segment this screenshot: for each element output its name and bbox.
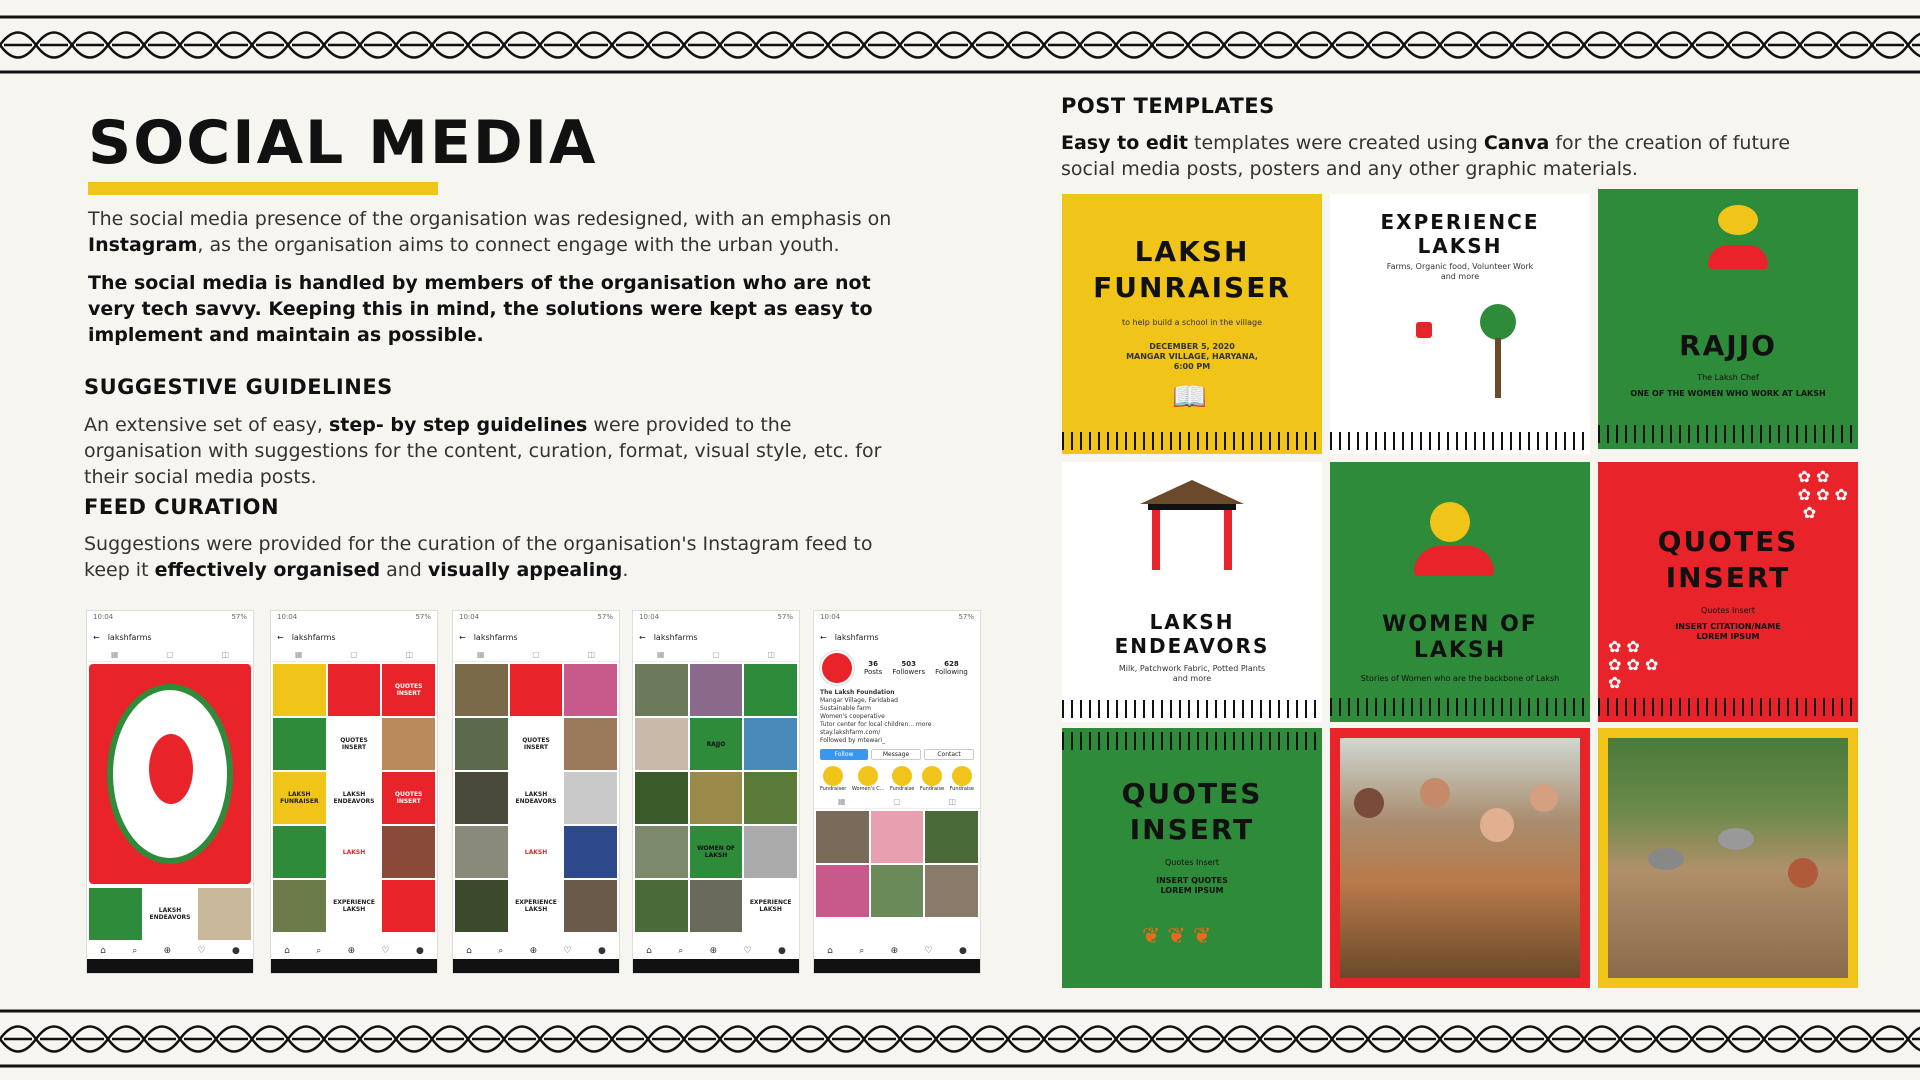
profile-icon[interactable]: ● — [415, 946, 424, 956]
template-experience[interactable]: EXPERIENCE LAKSH Farms, Organic food, Volunteer Work and more — [1330, 194, 1590, 454]
leaf-motif — [1872, 1027, 1908, 1052]
tagged-icon[interactable]: ◫ — [405, 649, 414, 659]
leaf-motif — [0, 1027, 36, 1052]
leaf-motif — [1800, 1027, 1836, 1052]
leaf-motif — [1908, 33, 1920, 58]
home-icon[interactable]: ⌂ — [100, 946, 106, 956]
leaf-motif — [1440, 33, 1476, 58]
tagged-icon[interactable]: ◫ — [221, 649, 230, 659]
template-fundraiser[interactable]: LAKSH FUNRAISER to help build a school in the village DECEMBER 5, 2020 MANGAR VILLAGE, HARYANA, 6:00 PM 📖 — [1062, 194, 1322, 454]
leaf-motif — [972, 1027, 1008, 1052]
reels-icon[interactable]: ▢ — [712, 649, 720, 659]
leaf-motif — [144, 1027, 180, 1052]
leaf-motif — [540, 33, 576, 58]
leaf-motif — [252, 33, 288, 58]
template-rajjo[interactable]: RAJJO The Laksh Chef ONE OF THE WOMEN WHO WORK AT LAKSH — [1598, 189, 1858, 449]
highlight-1[interactable]: Fundraiser — [820, 766, 846, 792]
leaf-motif — [1188, 1027, 1224, 1052]
leaf-motif — [1008, 33, 1044, 58]
leaf-motif — [1368, 1027, 1404, 1052]
grid-icon[interactable]: ▦ — [837, 796, 846, 806]
leaf-motif — [1080, 1027, 1116, 1052]
leaf-motif — [792, 1027, 828, 1052]
leaf-motif — [1584, 33, 1620, 58]
leaf-motif — [648, 33, 684, 58]
leaf-motif — [1296, 33, 1332, 58]
leaf-motif — [468, 33, 504, 58]
leaf-motif — [1512, 33, 1548, 58]
profile-avatar[interactable] — [820, 651, 854, 685]
template-quotes-red[interactable]: ✿ ✿ ✿ ✿ ✿ ✿ ✿ ✿ ✿ ✿ ✿ ✿ QUOTES INSERT Quotes Insert INSERT CITATION/NAME LOREM IPSUM — [1598, 462, 1858, 722]
add-icon[interactable]: ⊕ — [709, 946, 718, 956]
leaf-motif — [1044, 33, 1080, 58]
leaf-motif — [1332, 33, 1368, 58]
reels-icon[interactable]: ▢ — [532, 649, 540, 659]
group-photo — [1340, 738, 1580, 978]
search-icon[interactable]: ⌕ — [316, 946, 322, 956]
template-photo-yellow-frame[interactable] — [1598, 728, 1858, 988]
leaf-motif — [1764, 1027, 1800, 1052]
leaf-motif — [576, 33, 612, 58]
leaf-motif — [1692, 33, 1728, 58]
templates-description: Easy to edit templates were created using Canva for the creation of future social media posts, posters and any other graphic materials. — [1061, 132, 1791, 180]
back-arrow-icon[interactable]: ← — [820, 632, 827, 642]
leaf-motif — [1116, 33, 1152, 58]
leaf-motif — [540, 1027, 576, 1052]
leaf-motif — [396, 33, 432, 58]
leaf-motif — [360, 33, 396, 58]
leaf-motif — [1188, 33, 1224, 58]
grid-icon[interactable]: ▦ — [110, 649, 119, 659]
template-women-of-laksh[interactable]: WOMEN OF LAKSH Stories of Women who are the backbone of Laksh — [1330, 462, 1590, 722]
leaf-motif — [1656, 33, 1692, 58]
leaf-motif — [612, 1027, 648, 1052]
leaf-motif — [108, 33, 144, 58]
leaf-motif — [72, 1027, 108, 1052]
guidelines-paragraph: An extensive set of easy, step- by step guidelines were provided to the organisation with suggestions for the content, curation, format, visual style, etc. for their social media posts. — [84, 414, 882, 488]
top-decorative-border — [0, 14, 1920, 76]
leaf-motif — [1152, 33, 1188, 58]
leaf-motif — [216, 1027, 252, 1052]
add-icon[interactable]: ⊕ — [529, 946, 538, 956]
leaf-motif — [756, 33, 792, 58]
leaf-motif — [1368, 33, 1404, 58]
leaf-motif — [576, 1027, 612, 1052]
intro-paragraph-1: The social media presence of the organisation was redesigned, with an emphasis on Instagram, as the organisation aims to connect engage with the urban youth. — [88, 208, 892, 256]
leaf-motif — [144, 33, 180, 58]
search-icon[interactable]: ⌕ — [678, 946, 684, 956]
leaf-motif — [1404, 33, 1440, 58]
phone-mockup-4: 10:04 57% ← lakshfarms ▦ ▢ ◫ RAJJO WOMEN OF LAKSH EXPERIENCE LAKSH ⌂ ⌕ ⊕ ♡ ● — [632, 610, 800, 974]
leaf-motif — [288, 33, 324, 58]
profile-icon[interactable]: ● — [958, 946, 967, 956]
leaf-motif — [864, 33, 900, 58]
leaf-motif — [828, 33, 864, 58]
leaf-motif — [1008, 1027, 1044, 1052]
bottom-decorative-border — [0, 1008, 1920, 1070]
feed-paragraph: Suggestions were provided for the curation of the organisation's Instagram feed to keep it effectively organised and visually appealing. — [84, 533, 873, 581]
reels-icon[interactable]: ▢ — [893, 796, 901, 806]
leaf-motif — [108, 1027, 144, 1052]
heart-icon[interactable]: ♡ — [197, 946, 206, 956]
leaf-motif — [504, 1027, 540, 1052]
leaf-motif — [972, 33, 1008, 58]
profile-icon[interactable]: ● — [597, 946, 606, 956]
search-icon[interactable]: ⌕ — [132, 946, 138, 956]
leaf-motif — [1620, 33, 1656, 58]
leaf-motif — [1584, 1027, 1620, 1052]
title-underline — [88, 182, 438, 195]
tagged-icon[interactable]: ◫ — [948, 796, 957, 806]
leaf-motif — [1224, 1027, 1260, 1052]
leaf-motif — [1476, 33, 1512, 58]
templates-heading: POST TEMPLATES — [1061, 94, 1275, 118]
home-icon[interactable]: ⌂ — [466, 946, 472, 956]
leaf-motif — [432, 33, 468, 58]
butterfly-icons: ❦ ❦ ❦ — [1142, 924, 1212, 949]
leaf-motif — [432, 1027, 468, 1052]
leaf-motif — [756, 1027, 792, 1052]
profile-icon[interactable]: ● — [231, 946, 240, 956]
grid-icon[interactable]: ▦ — [476, 649, 485, 659]
flower-icons-top: ✿ ✿ ✿ ✿ ✿ ✿ — [1797, 467, 1848, 522]
leaf-motif — [936, 33, 972, 58]
template-endeavors[interactable]: LAKSH ENDEAVORS Milk, Patchwork Fabric, Potted Plants and more — [1062, 462, 1322, 722]
hut-illustration — [1140, 480, 1244, 504]
phone-mockup-5-profile: 10:04 57% ← lakshfarms 36 Posts 503 Followers 628 Following The Laksh Foundation Mangar Village, Faridabad Sustainable farm Women's cooperative Tutor center for local children... more stay.lakshfarm.com/ Followed by mtewari_ Follow Message Contact Fundraiser Women's C... Fundraise Fundraise Fundraise ▦ ▢ ◫ ⌂ ⌕ ⊕ ♡ ● — [813, 610, 981, 974]
leaf-motif — [180, 33, 216, 58]
back-arrow-icon[interactable]: ← — [93, 632, 100, 642]
leaf-motif — [1476, 1027, 1512, 1052]
tagged-icon[interactable]: ◫ — [587, 649, 596, 659]
leaf-motif — [252, 1027, 288, 1052]
leaf-motif — [1872, 33, 1908, 58]
template-photo-red-frame[interactable] — [1330, 728, 1590, 988]
leaf-motif — [900, 33, 936, 58]
leaf-motif — [684, 33, 720, 58]
reels-icon[interactable]: ▢ — [166, 649, 174, 659]
leaf-motif — [216, 33, 252, 58]
leaf-motif — [72, 33, 108, 58]
template-quotes-green[interactable]: QUOTES INSERT Quotes Insert INSERT QUOTES LOREM IPSUM ❦ ❦ ❦ — [1062, 728, 1322, 988]
message-button[interactable]: Message — [871, 749, 921, 760]
template-grid — [1062, 192, 1858, 992]
leaf-motif — [1728, 1027, 1764, 1052]
back-arrow-icon[interactable]: ← — [277, 632, 284, 642]
leaf-motif — [1836, 33, 1872, 58]
back-arrow-icon[interactable]: ← — [639, 632, 646, 642]
leaf-motif — [324, 1027, 360, 1052]
add-icon[interactable]: ⊕ — [890, 946, 899, 956]
phone-mockup-3: 10:04 57% ← lakshfarms ▦ ▢ ◫ QUOTES INSERT LAKSH ENDEAVORS LAKSH EXPERIENCE LAKSH ⌂ ⌕ ⊕ ♡ ● — [452, 610, 620, 974]
heart-icon[interactable]: ♡ — [563, 946, 572, 956]
leaf-motif — [720, 1027, 756, 1052]
heart-icon[interactable]: ♡ — [924, 946, 933, 956]
guidelines-heading: SUGGESTIVE GUIDELINES — [84, 375, 393, 399]
leaf-motif — [396, 1027, 432, 1052]
back-arrow-icon[interactable]: ← — [459, 632, 466, 642]
leaf-motif — [1332, 1027, 1368, 1052]
leaf-motif — [1440, 1027, 1476, 1052]
tree-illustration — [1480, 304, 1516, 340]
book-icon: 📖 — [1172, 380, 1207, 413]
highlight-3[interactable]: Fundraise — [890, 766, 914, 792]
leaf-motif — [828, 1027, 864, 1052]
home-icon[interactable]: ⌂ — [827, 946, 833, 956]
grid-icon[interactable]: ▦ — [656, 649, 665, 659]
tagged-icon[interactable]: ◫ — [767, 649, 776, 659]
search-icon[interactable]: ⌕ — [498, 946, 504, 956]
leaf-motif — [1548, 1027, 1584, 1052]
farmer-illustration — [1416, 322, 1432, 338]
phone-mockup-1: 10:04 57% ← lakshfarms ▦ ▢ ◫ LAKSH ENDEAVORS ⌂ ⌕ ⊕ ♡ ● — [86, 610, 254, 974]
leaf-motif — [1224, 33, 1260, 58]
leaf-motif — [1800, 33, 1836, 58]
leaf-motif — [1656, 1027, 1692, 1052]
leaf-motif — [792, 33, 828, 58]
leaf-motif — [1692, 1027, 1728, 1052]
add-icon[interactable]: ⊕ — [163, 946, 172, 956]
highlight-4[interactable]: Fundraise — [920, 766, 944, 792]
leaf-motif — [648, 1027, 684, 1052]
grid-icon[interactable]: ▦ — [294, 649, 303, 659]
leaf-motif — [900, 1027, 936, 1052]
leaf-motif — [1836, 1027, 1872, 1052]
leaf-motif — [1728, 33, 1764, 58]
leaf-motif — [36, 1027, 72, 1052]
leaf-motif — [612, 33, 648, 58]
leaf-motif — [360, 1027, 396, 1052]
leaf-motif — [936, 1027, 972, 1052]
leaf-motif — [1116, 1027, 1152, 1052]
leaf-motif — [1296, 1027, 1332, 1052]
leaf-motif — [504, 33, 540, 58]
leaf-motif — [468, 1027, 504, 1052]
page-title: SOCIAL MEDIA — [88, 108, 598, 178]
leaf-motif — [1908, 1027, 1920, 1052]
follow-button[interactable]: Follow — [820, 749, 868, 760]
leaf-motif — [684, 1027, 720, 1052]
heart-icon[interactable]: ♡ — [743, 946, 752, 956]
heart-icon[interactable]: ♡ — [381, 946, 390, 956]
highlight-2[interactable]: Women's C... — [852, 766, 885, 792]
leaf-motif — [1512, 1027, 1548, 1052]
woman-illustration — [1718, 205, 1758, 235]
leaf-motif — [1764, 33, 1800, 58]
home-icon[interactable]: ⌂ — [646, 946, 652, 956]
leaf-motif — [1260, 1027, 1296, 1052]
search-icon[interactable]: ⌕ — [859, 946, 865, 956]
contact-button[interactable]: Contact — [924, 749, 974, 760]
flower-icons-bottom: ✿ ✿ ✿ ✿ ✿ ✿ — [1608, 637, 1659, 692]
leaf-motif — [720, 33, 756, 58]
leaf-motif — [324, 33, 360, 58]
home-icon[interactable]: ⌂ — [284, 946, 290, 956]
profile-icon[interactable]: ● — [777, 946, 786, 956]
leaf-motif — [1620, 1027, 1656, 1052]
leaf-motif — [288, 1027, 324, 1052]
leaf-motif — [1152, 1027, 1188, 1052]
leaf-motif — [1404, 1027, 1440, 1052]
woman-illustration — [1430, 502, 1470, 542]
add-icon[interactable]: ⊕ — [347, 946, 356, 956]
intro-paragraph-2: The social media is handled by members of the organisation who are not very tech savvy. Keeping this in mind, the solutions were kept as easy to implement and maintain as possible. — [88, 272, 873, 346]
leaf-motif — [1260, 33, 1296, 58]
leaf-motif — [36, 33, 72, 58]
feed-heading: FEED CURATION — [84, 495, 280, 519]
leaf-motif — [1044, 1027, 1080, 1052]
mandala-art[interactable] — [89, 664, 251, 884]
leaf-motif — [0, 33, 36, 58]
phone-mockup-2: 10:04 57% ← lakshfarms ▦ ▢ ◫ QUOTES INSERT QUOTES INSERT LAKSH FUNRAISER LAKSH ENDEAVORS QUOTES INSERT LAKSH EXPERIENCE LAKSH ⌂ ⌕ ⊕ ♡ ● — [270, 610, 438, 974]
leaf-motif — [180, 1027, 216, 1052]
cooking-photo — [1608, 738, 1848, 978]
reels-icon[interactable]: ▢ — [350, 649, 358, 659]
leaf-motif — [1548, 33, 1584, 58]
leaf-motif — [1080, 33, 1116, 58]
highlight-5[interactable]: Fundraise — [950, 766, 974, 792]
leaf-motif — [864, 1027, 900, 1052]
